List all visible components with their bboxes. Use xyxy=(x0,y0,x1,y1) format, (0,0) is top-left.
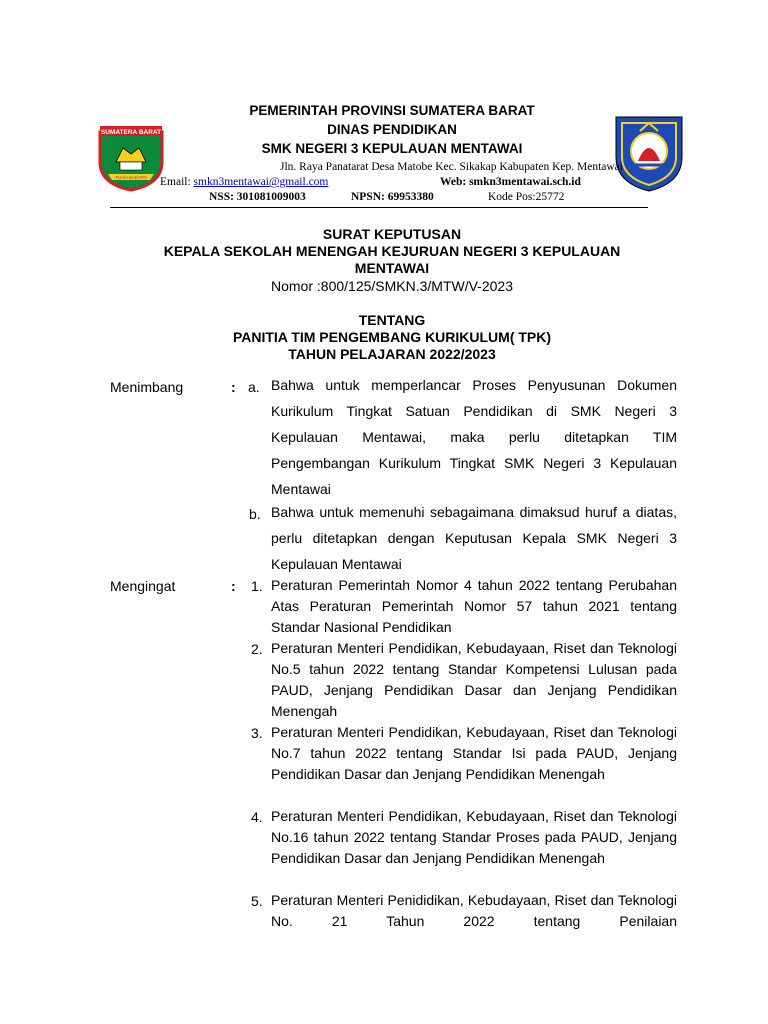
email-label: Email: xyxy=(160,176,194,188)
mengingat-item-4: Peraturan Menteri Pendidikan, Kebudayaan, Riset dan Teknologi No.16 tahun 2022 tentang Standar Proses pada PAUD, Jenjang Pendidikan Dasar dan Jenjang Pendidikan Menengah xyxy=(271,808,677,866)
subject-line1: PANITIA TIM PENGEMBANG KURIKULUM( TPK) xyxy=(232,329,552,345)
mengingat-marker-3: 3. xyxy=(251,725,263,741)
letterhead-agency: DINAS PENDIDIKAN xyxy=(327,122,457,137)
letterhead-postal-code: Kode Pos:25772 xyxy=(488,191,565,203)
mengingat-marker-5: 5. xyxy=(251,893,263,909)
letterhead-email-row xyxy=(160,176,328,188)
letterhead-web: Web: smkn3mentawai.sch.id xyxy=(440,176,581,188)
menimbang-item-b: Bahwa untuk memenuhi sebagaimana dimaksud huruf a diatas, perlu ditetapkan dengan Keputusan Kepala SMK Negeri 3 Kepulauan Mentawai xyxy=(271,504,677,572)
logo-left-motto: TUAH SAKATO xyxy=(115,175,147,180)
mengingat-item-2: Peraturan Menteri Pendidikan, Kebudayaan, Riset dan Teknologi No.5 tahun 2022 tentang Standar Kompetensi Lulusan pada PAUD, Jenjang Pendidikan Dasar dan Jenjang Pendidikan Menengah xyxy=(271,640,677,719)
mengingat-item-3: Peraturan Menteri Pendidikan, Kebudayaan, Riset dan Teknologi No.7 tahun 2022 tentang Standar Isi pada PAUD, Jenjang Pendidikan Dasar dan Jenjang Pendidikan Menengah xyxy=(271,724,677,782)
letterhead-nss: NSS: 301081009003 xyxy=(209,191,306,203)
letterhead-divider xyxy=(110,207,648,208)
logo-left-banner: SUMATERA BARAT xyxy=(100,129,162,136)
decree-title: SURAT KEPUTUSAN xyxy=(322,226,462,242)
menimbang-marker-a: a. xyxy=(248,379,260,395)
letterhead-province: PEMERINTAH PROVINSI SUMATERA BARAT xyxy=(249,103,535,118)
letterhead-npsn: NPSN: 69953380 xyxy=(351,191,434,203)
menimbang-colon: : xyxy=(231,379,236,395)
decree-issuer-line1: KEPALA SEKOLAH MENENGAH KEJURUAN NEGERI 3 KEPULAUAN xyxy=(163,243,621,259)
mengingat-marker-2: 2. xyxy=(251,641,263,657)
mengingat-marker-1: 1. xyxy=(251,578,263,594)
letterhead-address: Jln. Raya Panatarat Desa Matobe Kec. Sikakap Kabupaten Kep. Mentawai xyxy=(280,161,623,173)
menimbang-item-a: Bahwa untuk memperlancar Proses Penyusunan Dokumen Kurikulum Tingkat Satuan Pendidikan di SMK Negeri 3 Kepulauan Mentawai, maka perlu ditetapkan TIM Pengembangan Kurikulum Tingkat SMK Negeri 3 Kepulauan Mentawai xyxy=(271,377,677,497)
menimbang-label: Menimbang xyxy=(110,379,184,395)
mengingat-marker-4: 4. xyxy=(251,809,263,825)
email-link[interactable]: smkn3mentawai@gmail.com xyxy=(193,176,329,188)
subject-line2: TAHUN PELAJARAN 2022/2023 xyxy=(288,346,496,362)
subject-heading: TENTANG xyxy=(358,312,426,328)
mengingat-item-5: Peraturan Menteri Penididikan, Kebudayaan, Riset dan Teknologi No. 21 Tahun 2022 tentang Penilaian xyxy=(271,892,677,929)
decree-number: Nomor :800/125/SMKN.3/MTW/V-2023 xyxy=(271,278,513,294)
menimbang-marker-b: b. xyxy=(249,506,261,522)
mengingat-label: Mengingat xyxy=(110,578,176,594)
letterhead xyxy=(80,100,680,210)
letterhead-school: SMK NEGERI 3 KEPULAUAN MENTAWAI xyxy=(261,141,523,156)
decree-issuer-line2: MENTAWAI xyxy=(354,260,430,276)
mengingat-item-1: Peraturan Pemerintah Nomor 4 tahun 2022 tentang Perubahan Atas Peraturan Pemerintah Nomor 57 tahun 2021 tentang Standar Nasional Pendidikan xyxy=(271,577,677,635)
mengingat-colon: : xyxy=(231,578,236,594)
